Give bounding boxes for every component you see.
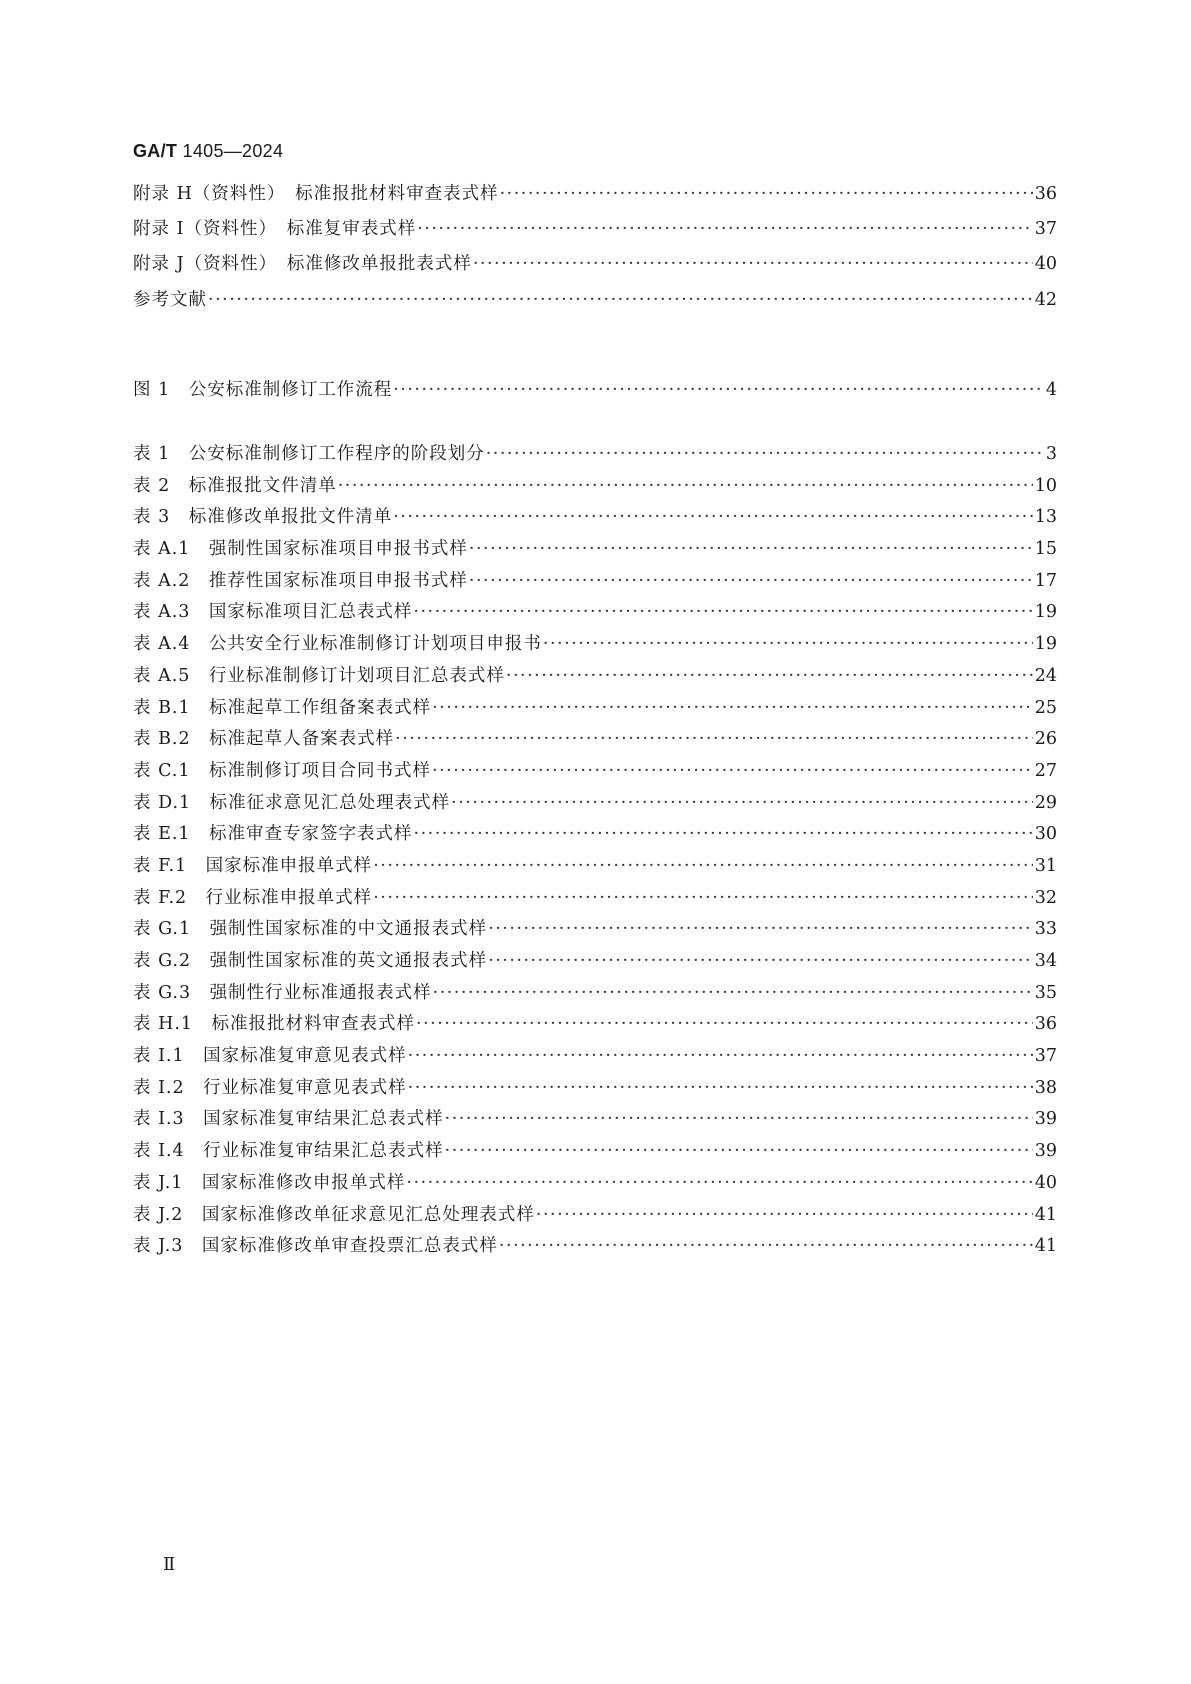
- toc-entry-page: 26: [1034, 729, 1057, 750]
- toc-entry[interactable]: [133, 472, 1057, 504]
- toc-entry[interactable]: [133, 1232, 1057, 1264]
- toc-entry-page: 3: [1045, 444, 1057, 464]
- dot-leader: [432, 761, 1033, 781]
- dot-leader: [469, 539, 1033, 559]
- toc-entry-page: 36: [1034, 184, 1057, 204]
- dot-leader: [393, 380, 1044, 400]
- toc-entry-page: 33: [1034, 919, 1057, 940]
- dot-leader: [413, 602, 1032, 622]
- dot-leader: [488, 919, 1033, 939]
- toc-entry-page: 37: [1034, 1046, 1057, 1067]
- dot-leader: [486, 444, 1044, 464]
- dot-leader: [406, 1173, 1032, 1193]
- toc-entry-label: 表 H.1 标准报批材料审查表式样: [133, 1014, 416, 1035]
- toc-entry-page: 15: [1034, 539, 1057, 560]
- dot-leader: [433, 983, 1033, 1003]
- toc-entry-label: 附录 J（资料性） 标准修改单报批表式样: [133, 254, 472, 275]
- toc-tables: [133, 440, 1057, 1264]
- dot-leader: [432, 698, 1033, 718]
- toc-entry-label: 表 G.2 强制性国家标准的英文通报表式样: [133, 951, 488, 971]
- toc-entry-page: 19: [1034, 634, 1057, 655]
- dot-leader: [488, 951, 1033, 971]
- toc-entry-label: 表 D.1 标准征求意见汇总处理表式样: [133, 792, 451, 813]
- dot-leader: [506, 666, 1033, 686]
- toc-entry-label: 表 J.3 国家标准修改单审查投票汇总表式样: [133, 1236, 498, 1257]
- toc-entry[interactable]: [133, 535, 1057, 567]
- toc-entry[interactable]: [133, 725, 1057, 757]
- dot-leader: [473, 254, 1033, 274]
- toc-entry-label: 表 I.4 行业标准复审结果汇总表式样: [133, 1141, 444, 1162]
- toc-entry-page: 25: [1034, 697, 1057, 718]
- toc-entry-label: 表 A.2 推荐性国家标准项目申报书式样: [133, 570, 468, 591]
- document-header: [133, 141, 283, 162]
- toc-entry-label: 表 A.3 国家标准项目汇总表式样: [133, 602, 413, 623]
- toc-entry[interactable]: [133, 598, 1057, 630]
- toc-entry[interactable]: [133, 1042, 1057, 1074]
- toc-entry-page: 29: [1034, 792, 1057, 813]
- toc-entry-label: 表 I.3 国家标准复审结果汇总表式样: [133, 1109, 444, 1130]
- toc-entry-page: 37: [1034, 219, 1057, 240]
- dot-leader: [395, 729, 1033, 749]
- toc-entry[interactable]: [133, 947, 1057, 979]
- toc-entry[interactable]: [133, 250, 1057, 285]
- toc-entry-label: 表 J.2 国家标准修改单征求意见汇总处理表式样: [133, 1204, 535, 1225]
- toc-entry-page: 10: [1034, 475, 1057, 496]
- toc-entry[interactable]: [133, 979, 1057, 1011]
- toc-entry-label: 表 B.2 标准起草人备案表式样: [133, 729, 395, 750]
- dot-leader: [536, 1205, 1033, 1225]
- toc-figures: [133, 376, 1057, 408]
- toc-entry[interactable]: [133, 662, 1057, 694]
- toc-entry-label: 表 B.1 标准起草工作组备案表式样: [133, 697, 432, 718]
- toc-entry-label: 表 I.2 行业标准复审意见表式样: [133, 1077, 407, 1098]
- toc-entry-page: 39: [1034, 1141, 1057, 1162]
- dot-leader: [416, 1014, 1033, 1034]
- toc-entry[interactable]: [133, 1169, 1057, 1201]
- toc-entry-page: 40: [1034, 1172, 1057, 1193]
- toc-entry-page: 41: [1034, 1236, 1057, 1257]
- toc-entry-label: 表 F.1 国家标准申报单式样: [133, 855, 373, 876]
- toc-entry-page: 38: [1034, 1077, 1057, 1098]
- dot-leader: [408, 1046, 1033, 1066]
- toc-entry[interactable]: [133, 440, 1057, 472]
- toc-entry-label: 表 E.1 标准审查专家签字表式样: [133, 824, 413, 845]
- toc-entry-page: 30: [1034, 824, 1057, 845]
- toc-entry-label: 附录 H（资料性） 标准报批材料审查表式样: [133, 184, 499, 204]
- toc-entry[interactable]: [133, 789, 1057, 821]
- toc-entry-label: 表 J.1 国家标准修改申报单式样: [133, 1172, 406, 1193]
- dot-leader: [208, 290, 1033, 310]
- dot-leader: [543, 634, 1033, 654]
- toc-entry-label: 表 A.1 强制性国家标准项目申报书式样: [133, 539, 468, 560]
- toc-entry[interactable]: [133, 215, 1057, 250]
- dot-leader: [451, 793, 1033, 813]
- dot-leader: [408, 1078, 1033, 1098]
- toc-entry-page: 27: [1034, 760, 1057, 781]
- toc-entry-page: 13: [1034, 507, 1057, 528]
- toc-entry-label: 表 G.1 强制性国家标准的中文通报表式样: [133, 919, 488, 940]
- toc-entry[interactable]: [133, 1010, 1057, 1042]
- toc-entry[interactable]: [133, 820, 1057, 852]
- toc-entry-label: 表 A.4 公共安全行业标准制修订计划项目申报书: [133, 634, 542, 655]
- toc-entry-page: 32: [1034, 887, 1057, 908]
- toc-entry[interactable]: [133, 1137, 1057, 1169]
- toc-entry-label: 表 A.5 行业标准制修订计划项目汇总表式样: [133, 665, 505, 686]
- toc-entry[interactable]: [133, 915, 1057, 947]
- toc-entry-page: 34: [1034, 951, 1057, 971]
- toc-entry-label: 参考文献: [133, 289, 207, 310]
- dot-leader: [500, 184, 1033, 204]
- toc-entry-page: 40: [1034, 254, 1057, 275]
- dot-leader: [499, 1236, 1033, 1256]
- toc-entry-page: 17: [1034, 570, 1057, 591]
- toc-entry[interactable]: [133, 1074, 1057, 1106]
- toc-entry[interactable]: [133, 757, 1057, 789]
- toc-appendices: [133, 180, 1057, 321]
- dot-leader: [445, 1141, 1033, 1161]
- toc-entry-label: 附录 I（资料性） 标准复审表式样: [133, 219, 417, 240]
- toc-entry-label: 表 F.2 行业标准申报单式样: [133, 887, 373, 908]
- toc-entry[interactable]: [133, 286, 1057, 321]
- toc-entry-label: 表 2 标准报批文件清单: [133, 475, 337, 496]
- toc-entry-label: 表 I.1 国家标准复审意见表式样: [133, 1046, 407, 1067]
- dot-leader: [373, 856, 1033, 876]
- toc-entry[interactable]: [133, 1201, 1057, 1233]
- toc-entry[interactable]: [133, 503, 1057, 535]
- toc-entry-page: 36: [1034, 1014, 1057, 1035]
- toc-entry-page: 24: [1034, 665, 1057, 686]
- dot-leader: [338, 476, 1033, 496]
- toc-entry-label: 表 C.1 标准制修订项目合同书式样: [133, 760, 432, 781]
- toc-entry[interactable]: [133, 630, 1057, 662]
- page-number: Ⅱ: [163, 1554, 177, 1575]
- dot-leader: [417, 219, 1032, 239]
- toc-entry-page: 4: [1045, 380, 1057, 400]
- toc-entry-page: 41: [1034, 1204, 1057, 1225]
- standard-code: GA/T: [133, 141, 178, 161]
- standard-number: 1405—2024: [182, 141, 284, 161]
- toc-entry[interactable]: [133, 1105, 1057, 1137]
- dot-leader: [414, 824, 1033, 844]
- toc-entry-label: 图 1 公安标准制修订工作流程: [133, 380, 393, 400]
- dot-leader: [373, 888, 1033, 908]
- toc-entry-page: 31: [1034, 855, 1057, 876]
- toc-entry[interactable]: [133, 567, 1057, 599]
- toc-entry[interactable]: [133, 884, 1057, 916]
- toc-entry-page: 19: [1034, 602, 1057, 623]
- toc-entry-page: 39: [1034, 1109, 1057, 1130]
- toc-entry[interactable]: [133, 852, 1057, 884]
- toc-entry-label: 表 1 公安标准制修订工作程序的阶段划分: [133, 444, 485, 464]
- toc-entry[interactable]: [133, 180, 1057, 215]
- toc-entry[interactable]: [133, 376, 1057, 408]
- toc-entry-label: 表 3 标准修改单报批文件清单: [133, 507, 393, 528]
- toc-entry-page: 35: [1034, 982, 1057, 1003]
- toc-entry[interactable]: [133, 694, 1057, 726]
- toc-entry-page: 42: [1034, 289, 1057, 310]
- dot-leader: [469, 571, 1033, 591]
- toc-entry-label: 表 G.3 强制性行业标准通报表式样: [133, 982, 432, 1003]
- dot-leader: [445, 1109, 1033, 1129]
- dot-leader: [393, 507, 1033, 527]
